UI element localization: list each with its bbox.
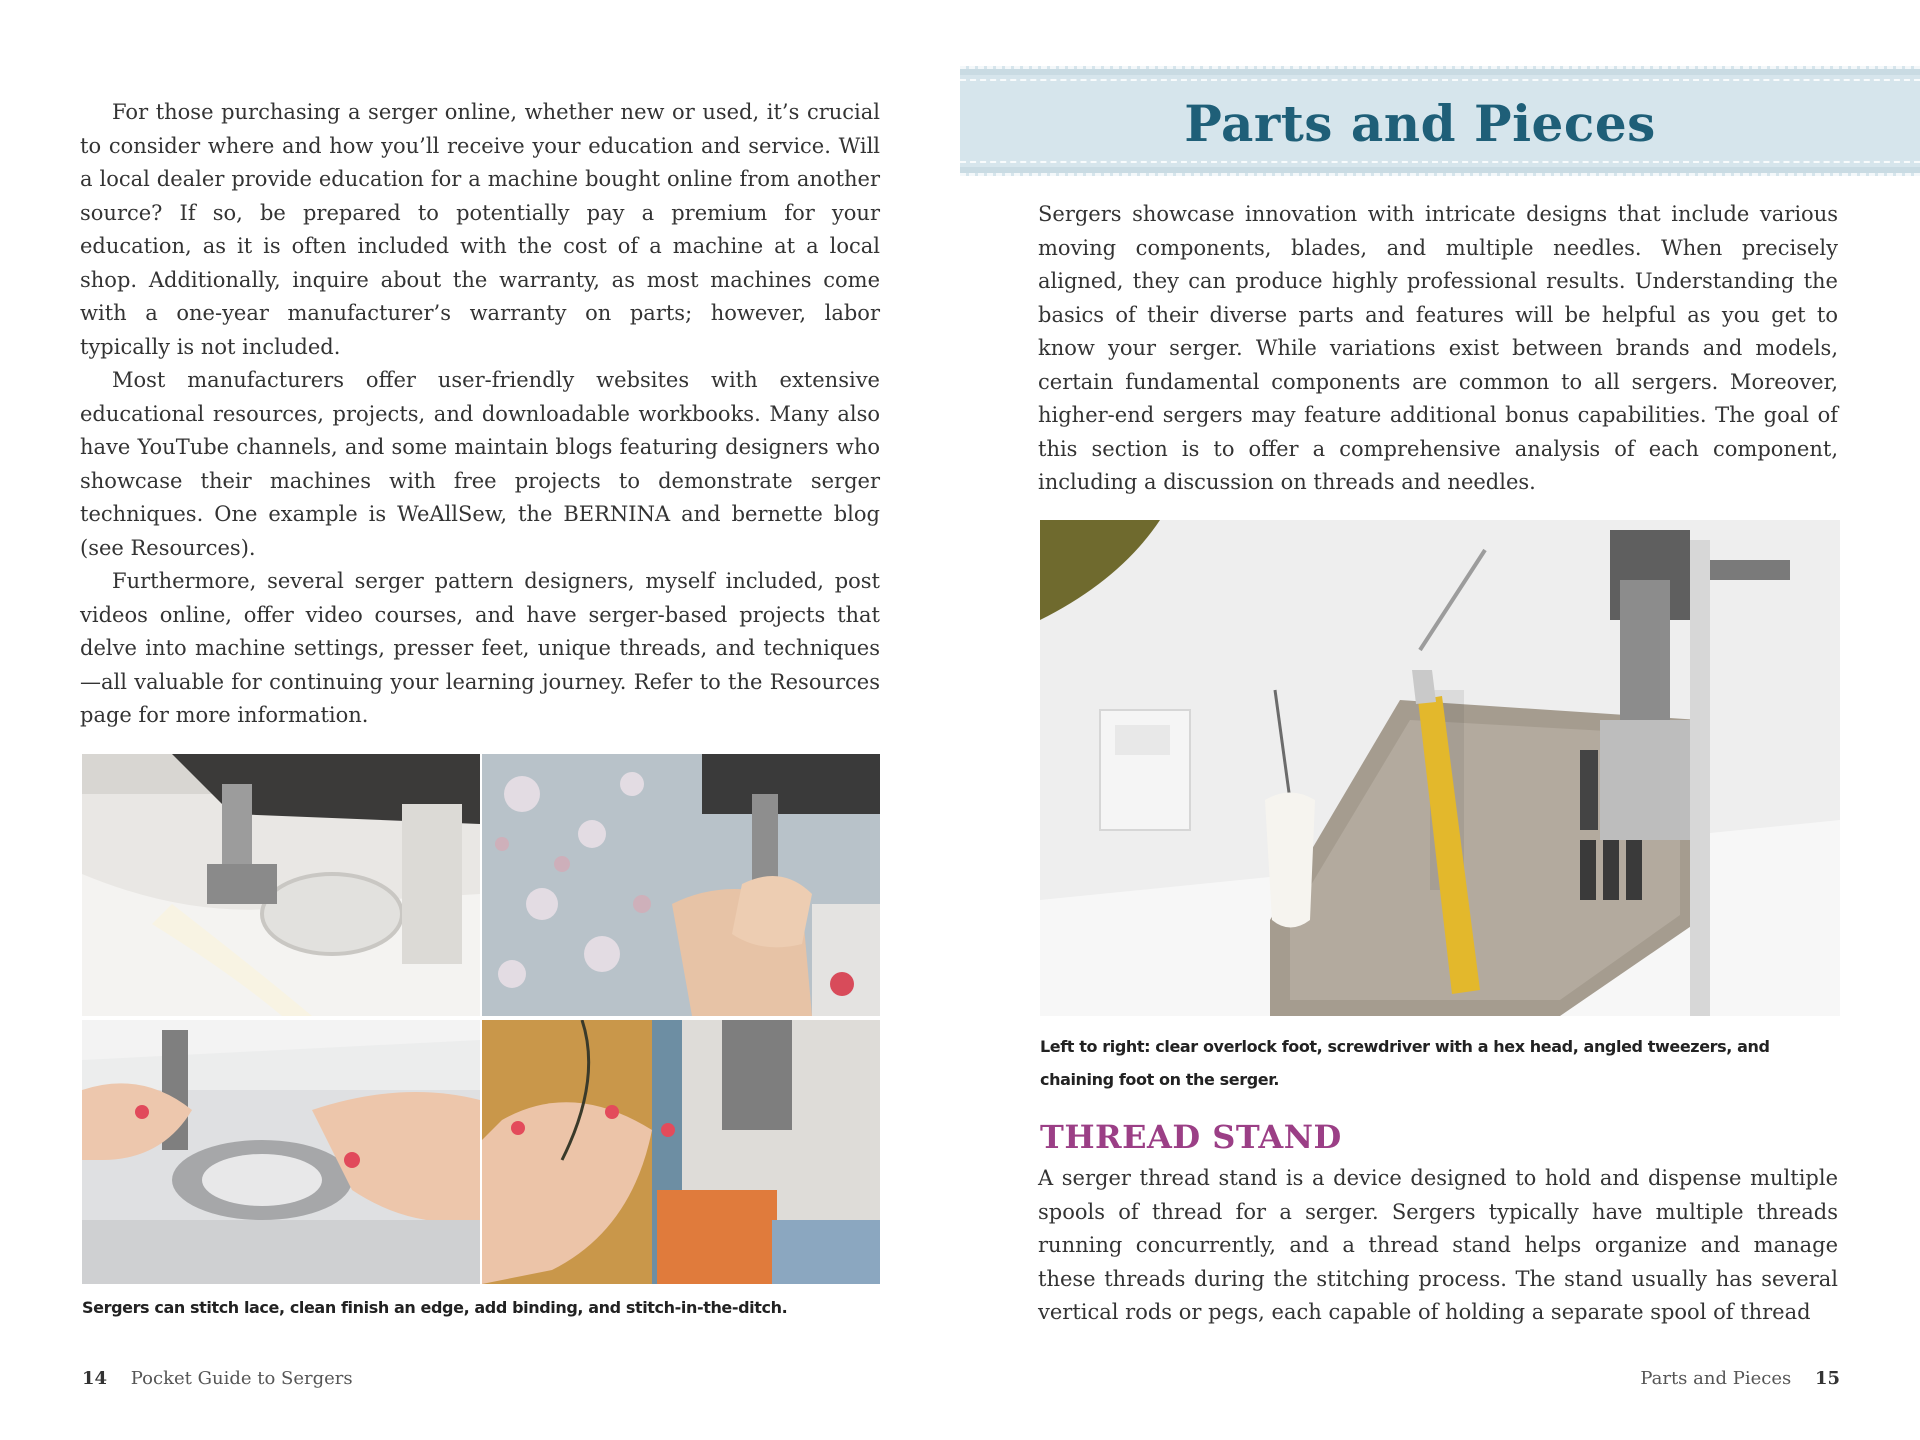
- left-body-text: [80, 96, 880, 733]
- right-running-footer: Parts and Pieces: [1640, 1368, 1792, 1389]
- right-page: [960, 0, 1920, 1440]
- right-page-number: 15: [1814, 1368, 1840, 1389]
- title-banner: [960, 66, 1920, 176]
- serger-technique-photo-grid: [82, 754, 880, 1284]
- photo-serger-tools: [1040, 520, 1840, 1016]
- photo-adding-binding: [82, 1020, 480, 1284]
- intro-paragraph: Sergers showcase innovation with intricate designs that include various moving components, blades, and multiple needles. When precisely aligned, they can produce highly professional results. Understanding the basics of their diverse parts and features will be helpful as you get to know your serger. While variations exist between brands and models, certain fundamental components are common to all sergers. Moreover, higher-end sergers may feature additional bonus capabilities. The goal of this section is to offer a comprehensive analysis of each component, including a discussion on threads and needles.: [1038, 202, 1838, 494]
- left-page-number: 14: [82, 1368, 108, 1389]
- page-title: Parts and Pieces: [1184, 94, 1656, 153]
- body-paragraph: Furthermore, several serger pattern designers, myself included, post videos online, offer video courses, and have serger-based projects that delve into machine settings, presser feet, unique threads, and techniques—all valuable for continuing your learning journey. Refer to the Resources page for more information.: [80, 569, 880, 727]
- body-paragraph: Most manufacturers offer user-friendly websites with extensive educational resources, projects, and downloadable workbooks. Many also have YouTube channels, and some maintain blogs featuring designers who showcase their machines with free projects to demonstrate serger techniques. One example is WeAllSew, the BERNINA and bernette blog (see Resources).: [80, 368, 880, 560]
- left-photo-caption: Sergers can stitch lace, clean finish an edge, add binding, and stitch-in-the-ditch.: [82, 1298, 788, 1317]
- section-heading-thread-stand: THREAD STAND: [1040, 1118, 1342, 1156]
- photo-stitching-lace: [82, 754, 480, 1016]
- body-paragraph: For those purchasing a serger online, whether new or used, it’s crucial to consider where and how you’ll receive your education and service. Will a local dealer provide education for a machine bought online from another source? If so, be prepared to potentially pay a premium for your education, as it is often included with the cost of a machine at a local shop. Additionally, inquire about the warranty, as most machines come with a one-year manufacturer’s warranty on parts; however, labor typically is not included.: [80, 100, 880, 359]
- photo-stitch-in-the-ditch: [482, 1020, 880, 1284]
- left-running-footer: Pocket Guide to Sergers: [130, 1368, 353, 1389]
- photo-clean-finish-edge: [482, 754, 880, 1016]
- right-photo-caption: Left to right: clear overlock foot, screwdriver with a hex head, angled tweezers, and chaining foot on the serger.: [1040, 1037, 1770, 1089]
- right-folio: [1640, 1368, 1840, 1389]
- left-folio: [82, 1368, 353, 1389]
- thread-stand-paragraph: A serger thread stand is a device designed to hold and dispense multiple spools of thread for a serger. Sergers typically have multiple threads running concurrently, and a thread stand helps organize and manage these threads during the stitching process. The stand usually has several vertical rods or pegs, each capable of holding a separate spool of thread: [1038, 1166, 1838, 1324]
